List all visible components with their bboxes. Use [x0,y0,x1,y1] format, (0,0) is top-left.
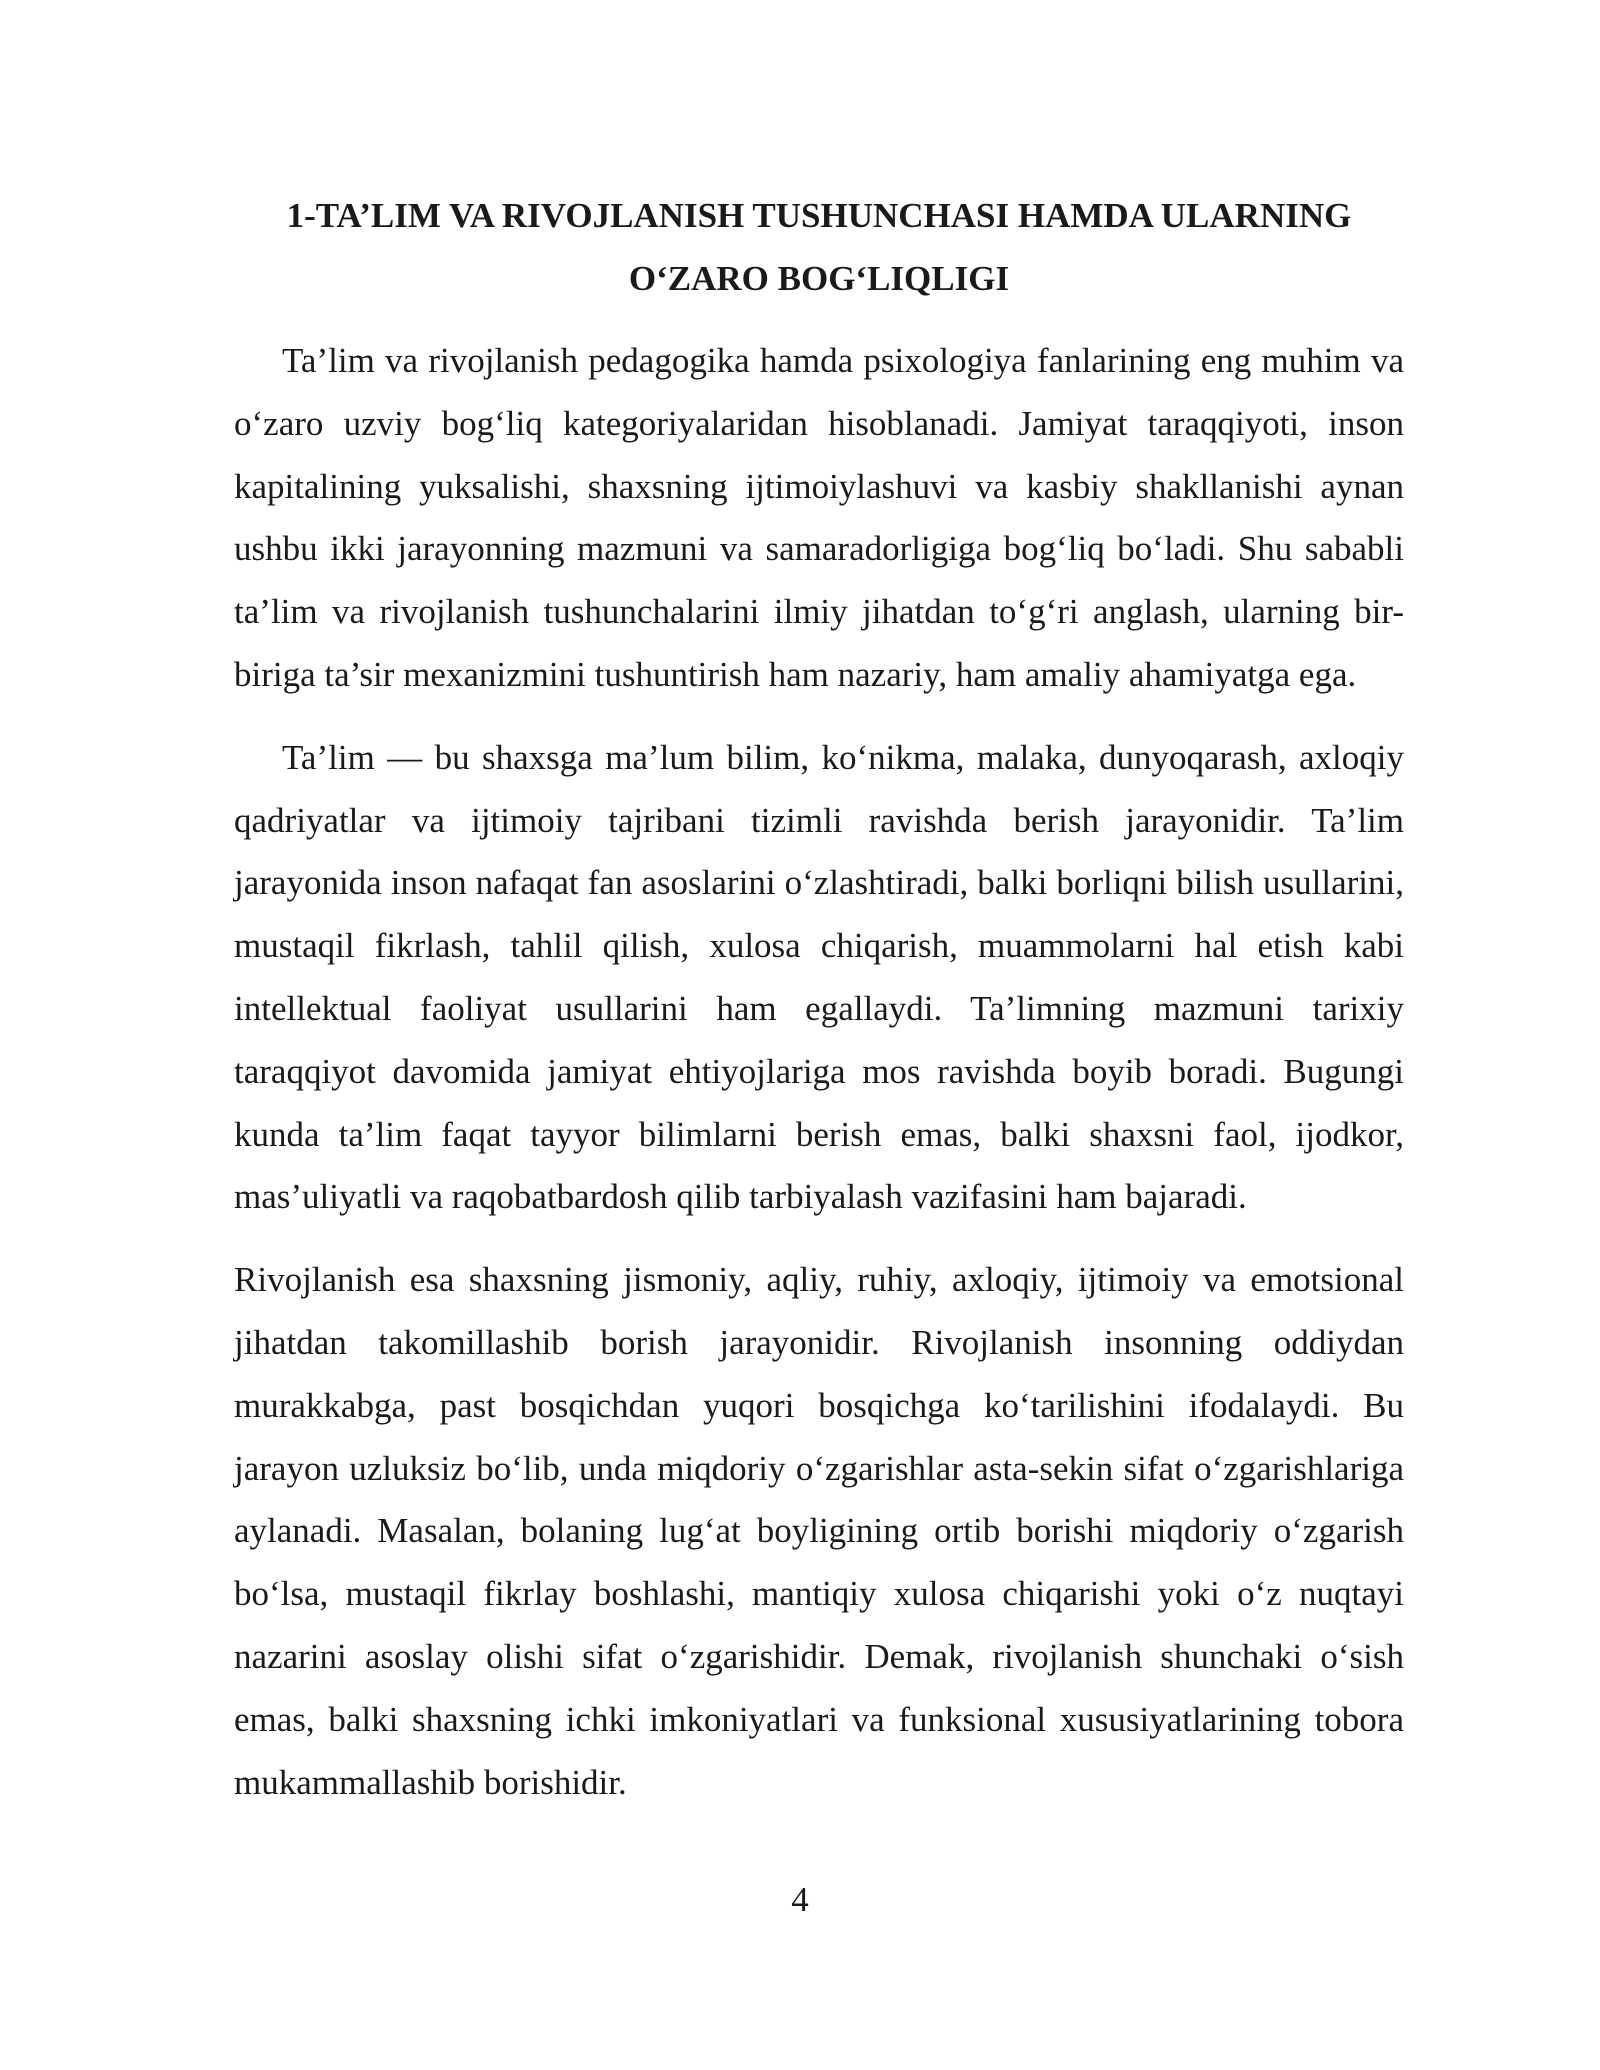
paragraph-talim-definition: Ta’lim — bu shaxsga ma’lum bilim, ko‘nikma, malaka, dunyoqarash, axloqiy qadriyatlar va ijtimoiy tajribani tizimli ravishda berish jarayonidir. Ta’lim jarayonida inson nafaqat fan asoslarini o‘zlashtiradi, balki borliqni bilish usullarini, mustaqil fikrlash, tahlil qilish, xulosa chiqarish, muammolarni hal etish kabi intellektual faoliyat usullarini ham egallaydi. Ta’limning mazmuni tarixiy taraqqiyot davomida jamiyat ehtiyojlariga mos ravishda boyib boradi. Bugungi kunda ta’lim faqat tayyor bilimlarni berish emas, balki shaxsni faol, ijodkor, mas’uliyatli va raqobatbardosh qilib tarbiyalash vazifasini ham bajaradi. [234,737,1404,1217]
page-content [234,184,1404,1814]
chapter-title-line-1: 1-TA’LIM VA RIVOJLANISH TUSHUNCHASI HAMDA ULARNING [286,196,1352,235]
chapter-title [234,184,1404,310]
chapter-title-line-2: O‘ZARO BOG‘LIQLIGI [628,259,1010,298]
paragraph-rivojlanish-definition: Rivojlanish esa shaxsning jismoniy, aqliy, ruhiy, axloqiy, ijtimoiy va emotsional jihatdan takomillashib borish jarayonidir. Rivojlanish insonning oddiydan murakkabga, past bosqichdan yuqori bosqichga ko‘tarilishini ifodalaydi. Bu jarayon uzluksiz bo‘lib, unda miqdoriy o‘zgarishlar asta-sekin sifat o‘zgarishlariga aylanadi. Masalan, bolaning lug‘at boyligining ortib borishi miqdoriy o‘zgarish bo‘lsa, mustaqil fikrlay boshlashi, mantiqiy xulosa chiqarishi yoki o‘z nuqtayi nazarini asoslay olishi sifat o‘zgarishidir. Demak, rivojlanish shunchaki o‘sish emas, balki shaxsning ichki imkoniyatlari va funksional xususiyatlarining tobora mukammallashib borishidir. [234,1260,1404,1802]
paragraph-intro: Ta’lim va rivojlanish pedagogika hamda psixologiya fanlarining eng muhim va o‘zaro uzviy bog‘liq kategoriyalaridan hisoblanadi. Jamiyat taraqqiyoti, inson kapitalining yuksalishi, shaxsning ijtimoiylashuvi va kasbiy shakllanishi aynan ushbu ikki jarayonning mazmuni va samaradorligiga bog‘liq bo‘ladi. Shu sababli ta’lim va rivojlanish tushunchalarini ilmiy jihatdan to‘g‘ri anglash, ularning bir-biriga ta’sir mexanizmini tushuntirish ham nazariy, ham amaliy ahamiyatga ega. [234,341,1404,694]
page-number: 4 [791,1880,809,1919]
